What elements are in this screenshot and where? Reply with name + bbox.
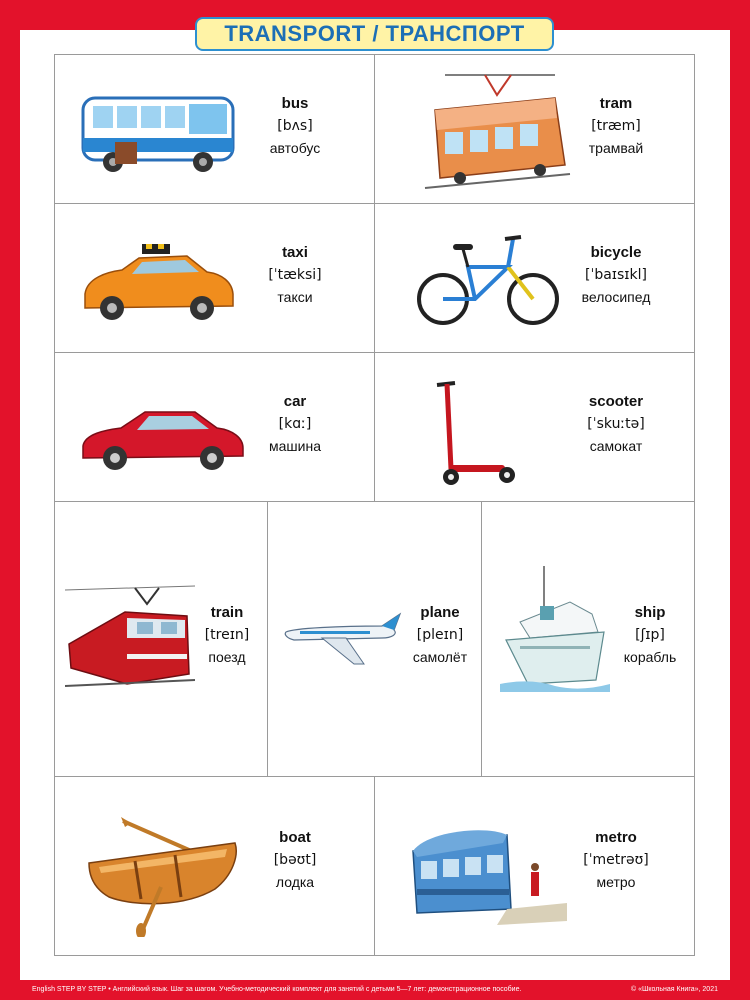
word-ipa: [ˈbaɪsɪkl] [585, 267, 647, 283]
word-en: bicycle [590, 244, 642, 261]
metro-icon [407, 817, 567, 927]
plane-words [400, 602, 480, 668]
word-ipa: [pleɪn] [416, 627, 464, 643]
taxi-icon [77, 236, 237, 328]
card-metro [374, 776, 695, 956]
boat-icon [85, 817, 245, 937]
plane-icon [282, 604, 404, 674]
word-ru: метро [596, 874, 636, 890]
word-en: tram [599, 95, 633, 112]
card-scooter [374, 352, 695, 502]
word-ipa: [ˈskuːtə] [587, 416, 645, 432]
scooter-icon [435, 377, 520, 492]
word-ipa: [ˈmetrəʊ] [583, 852, 649, 868]
tram-words [571, 93, 661, 159]
word-en: car [283, 393, 307, 410]
bicycle-icon [413, 229, 563, 329]
word-en: ship [634, 604, 666, 621]
footer [0, 982, 750, 1000]
word-en: metro [595, 829, 637, 846]
card-taxi [54, 203, 375, 353]
taxi-words [250, 242, 340, 308]
car-icon [77, 398, 247, 473]
word-en: train [210, 604, 244, 621]
bus-words [250, 93, 340, 159]
word-ru: трамвай [588, 140, 644, 156]
tram-icon [415, 70, 575, 195]
card-car [54, 352, 375, 502]
word-ru: такси [277, 289, 313, 305]
card-tram [374, 54, 695, 204]
word-ipa: [kɑː] [278, 416, 312, 432]
train-words [187, 602, 267, 668]
bicycle-words [571, 242, 661, 308]
card-plane [267, 501, 482, 777]
word-ru: машина [269, 438, 321, 454]
word-ru: поезд [208, 649, 246, 665]
word-en: boat [279, 829, 311, 846]
card-bus [54, 54, 375, 204]
card-train [54, 501, 268, 777]
word-ipa: [bəʊt] [273, 852, 317, 868]
transport-grid [54, 54, 695, 956]
word-en: plane [420, 604, 460, 621]
word-ru: автобус [269, 140, 321, 156]
boat-words [250, 827, 340, 893]
word-ipa: [ˈtæksi] [268, 267, 322, 283]
footer-credit: English STEP BY STEP • Английский язык. Шаг за шагом. Учебно-методический комплект для занятий с детьми 5—7 лет: демонстрационное пособие. [32, 986, 522, 993]
car-words [250, 391, 340, 457]
ship-icon [500, 562, 610, 692]
card-boat [54, 776, 375, 956]
bus-icon [75, 80, 245, 180]
word-ru: корабль [623, 649, 677, 665]
word-en: bus [281, 95, 309, 112]
word-ipa: [treɪn] [204, 627, 250, 643]
poster-title: TRANSPORT / ТРАНСПОРТ [195, 17, 554, 51]
metro-words [571, 827, 661, 893]
train-icon [65, 582, 195, 692]
ship-words [610, 602, 690, 668]
word-en: scooter [588, 393, 644, 410]
footer-copyright: © «Школьная Книга», 2021 [630, 986, 718, 993]
word-ru: лодка [275, 874, 315, 890]
word-en: taxi [282, 244, 308, 261]
word-ru: самолёт [412, 649, 468, 665]
word-ipa: [bʌs] [277, 118, 313, 134]
word-ipa: [ʃɪp] [635, 627, 665, 643]
word-ipa: [træm] [591, 118, 641, 134]
card-bicycle [374, 203, 695, 353]
word-ru: велосипед [581, 289, 651, 305]
card-ship [481, 501, 695, 777]
scooter-words [571, 391, 661, 457]
word-ru: самокат [589, 438, 643, 454]
